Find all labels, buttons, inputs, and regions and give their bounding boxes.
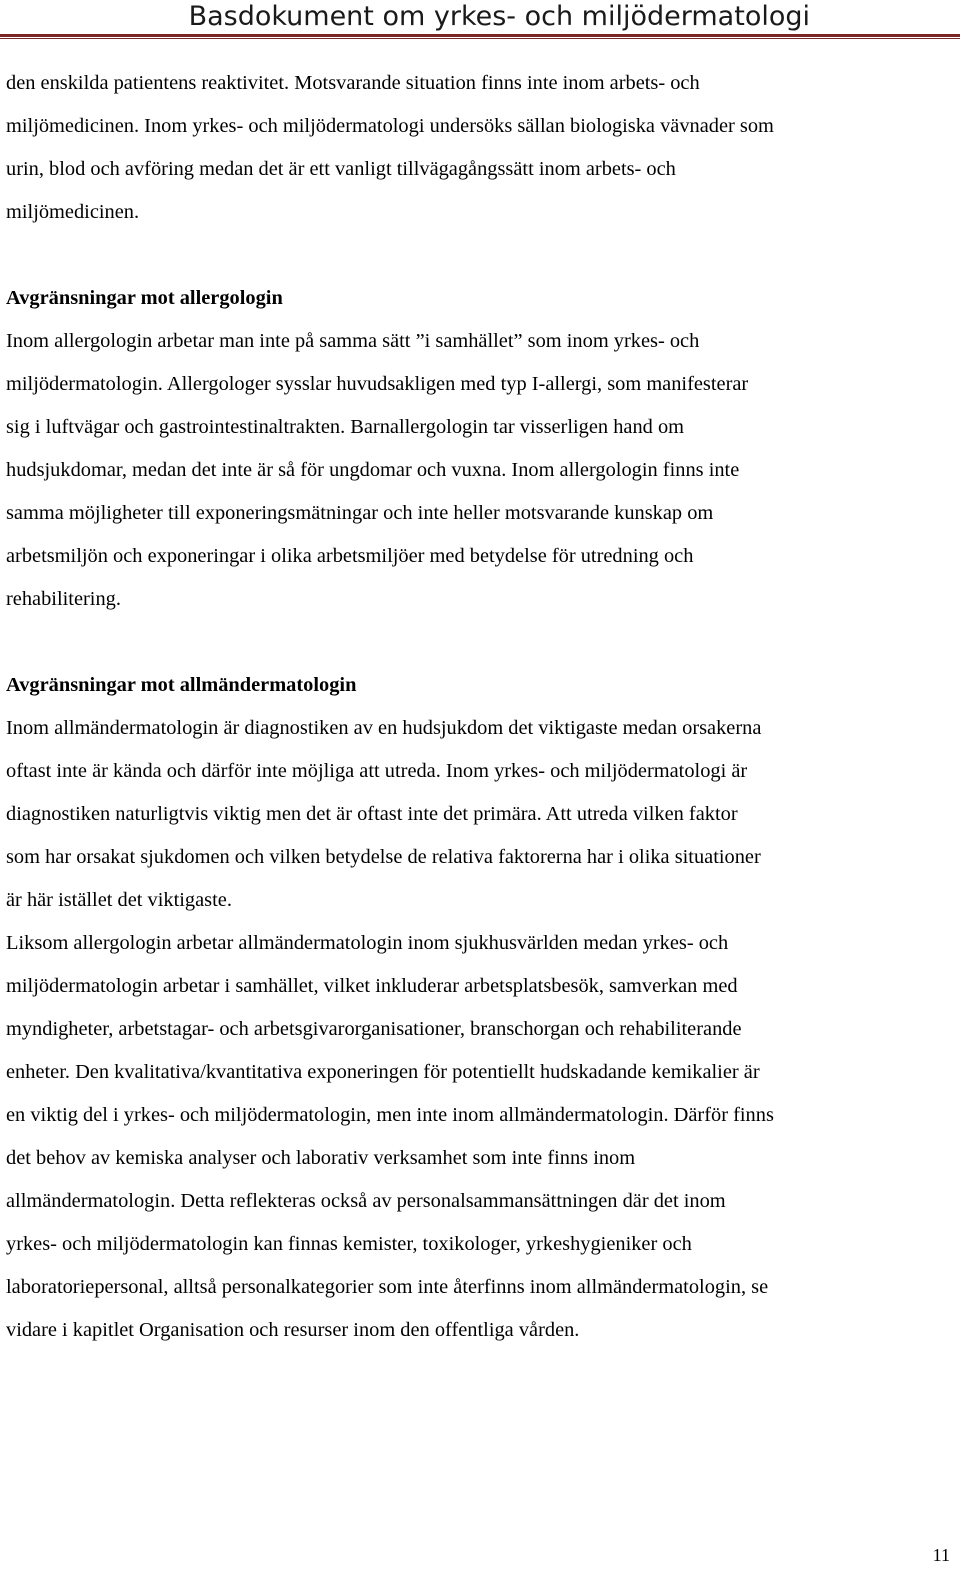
text-line: hudsjukdomar, medan det inte är så för ungdomar och vuxna. Inom allergologin finns inte <box>6 459 740 481</box>
text-line: allmändermatologin. Detta reflekteras också av personalsammansättningen där det inom <box>6 1190 726 1212</box>
header-divider <box>0 34 960 37</box>
text-line: miljömedicinen. <box>6 201 140 223</box>
text-line: är här istället det viktigaste. <box>6 889 232 911</box>
text-line: diagnostiken naturligtvis viktig men det är oftast inte det primära. Att utreda vilken faktor <box>6 803 738 825</box>
text-line: Liksom allergologin arbetar allmändermatologin inom sjukhusvärlden medan yrkes- och <box>6 932 729 954</box>
text-line: miljödermatologin. Allergologer sysslar huvudsakligen med typ I-allergi, som manifesterar <box>6 373 749 395</box>
section-heading: Avgränsningar mot allmändermatologin <box>6 674 357 696</box>
document-body <box>6 62 954 1352</box>
section-heading: Avgränsningar mot allergologin <box>6 287 283 309</box>
text-line: rehabilitering. <box>6 588 121 610</box>
page-number: 11 <box>932 1545 950 1565</box>
text-line: Inom allergologin arbetar man inte på samma sätt ”i samhället” som inom yrkes- och <box>6 330 700 352</box>
text-line: vidare i kapitlet Organisation och resurser inom den offentliga vården. <box>6 1319 580 1341</box>
header-divider-thin <box>0 38 960 39</box>
text-line: enheter. Den kvalitativa/kvantitativa exponeringen för potentiellt hudskadande kemikalier är <box>6 1061 760 1083</box>
text-line: arbetsmiljön och exponeringar i olika arbetsmiljöer med betydelse för utredning och <box>6 545 694 567</box>
document-header-title: Basdokument om yrkes- och miljödermatologi <box>188 1 810 32</box>
spacer <box>6 234 954 277</box>
text-line: som har orsakat sjukdomen och vilken betydelse de relativa faktorerna har i olika situationer <box>6 846 761 868</box>
text-line: urin, blod och avföring medan det är ett vanligt tillvägagångssätt inom arbets- och <box>6 158 676 180</box>
text-line: en viktig del i yrkes- och miljödermatologin, men inte inom allmändermatologin. Därför finns <box>6 1104 774 1126</box>
intro-paragraph <box>6 62 954 234</box>
section-allergologi <box>6 277 954 621</box>
text-line: oftast inte är kända och därför inte möjliga att utreda. Inom yrkes- och miljödermatologi är <box>6 760 748 782</box>
section-allmandermatologi <box>6 664 954 1352</box>
text-line: sig i luftvägar och gastrointestinaltrakten. Barnallergologin tar visserligen hand om <box>6 416 685 438</box>
text-line: samma möjligheter till exponeringsmätningar och inte heller motsvarande kunskap om <box>6 502 714 524</box>
text-line: miljömedicinen. Inom yrkes- och miljödermatologi undersöks sällan biologiska vävnader som <box>6 115 774 137</box>
text-line: yrkes- och miljödermatologin kan finnas kemister, toxikologer, yrkeshygieniker och <box>6 1233 692 1255</box>
text-line: myndigheter, arbetstagar- och arbetsgivarorganisationer, branschorgan och rehabiliterande <box>6 1018 742 1040</box>
text-line: Inom allmändermatologin är diagnostiken av en hudsjukdom det viktigaste medan orsakerna <box>6 717 762 739</box>
text-line: laboratoriepersonal, alltså personalkategorier som inte återfinns inom allmändermatologin, se <box>6 1276 769 1298</box>
text-line: det behov av kemiska analyser och laborativ verksamhet som inte finns inom <box>6 1147 636 1169</box>
text-line: miljödermatologin arbetar i samhället, vilket inkluderar arbetsplatsbesök, samverkan med <box>6 975 738 997</box>
spacer <box>6 621 954 664</box>
text-line: den enskilda patientens reaktivitet. Motsvarande situation finns inte inom arbets- och <box>6 72 700 94</box>
